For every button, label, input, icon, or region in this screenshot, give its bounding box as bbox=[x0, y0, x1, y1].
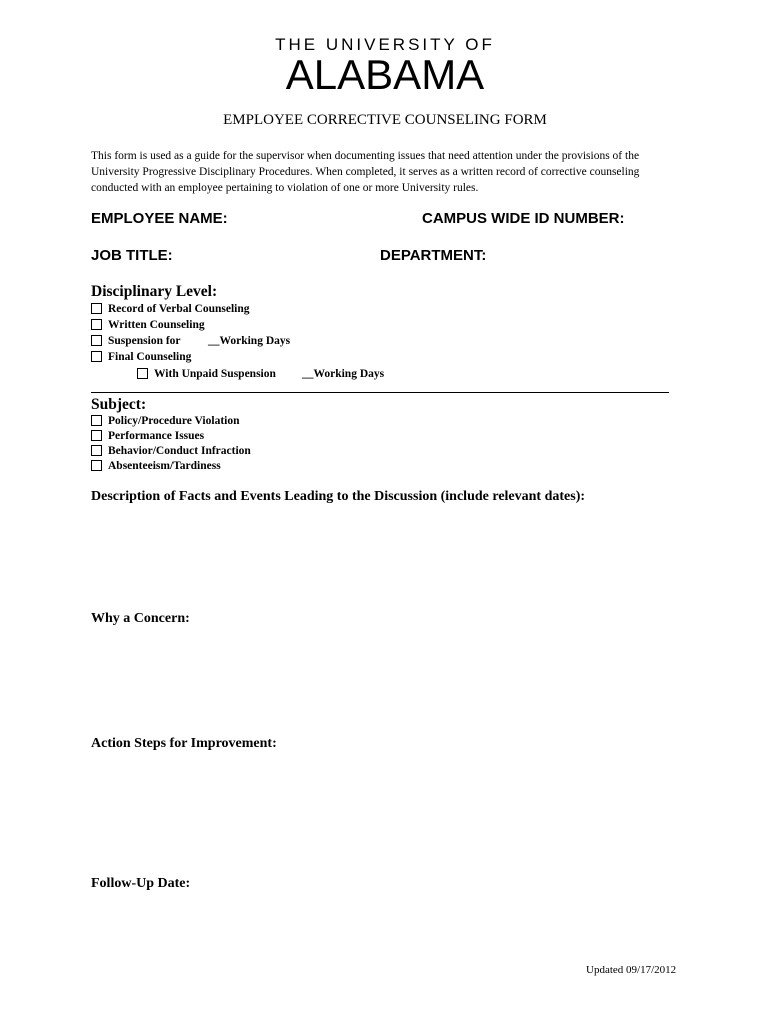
option-verbal-counseling bbox=[91, 301, 384, 316]
description-heading: Description of Facts and Events Leading to the Discussion (include relevant dates): bbox=[91, 489, 586, 504]
subject-options bbox=[91, 413, 251, 473]
verbal-counseling-label: Record of Verbal Counseling bbox=[108, 302, 250, 315]
checkbox-absenteeism[interactable] bbox=[91, 460, 102, 471]
option-written-counseling bbox=[91, 317, 384, 332]
disciplinary-level-heading: Disciplinary Level: bbox=[91, 283, 218, 300]
intro-paragraph: This form is used as a guide for the supervisor when documenting issues that need attention under the provisions of the University Progressive Disciplinary Procedures. When completed, it serves as a written record of corrective counseling conducted with an employee pertaining to violation of one or more University rules. bbox=[91, 150, 640, 194]
option-unpaid-suspension bbox=[91, 366, 384, 381]
concern-heading: Why a Concern: bbox=[91, 611, 190, 626]
checkbox-behavior-infraction[interactable] bbox=[91, 445, 102, 456]
option-final-counseling bbox=[91, 349, 384, 364]
job-title-label: JOB TITLE: bbox=[91, 247, 173, 264]
unpaid-suspension-label: With Unpaid Suspension bbox=[154, 367, 276, 380]
updated-date: Updated 09/17/2012 bbox=[586, 964, 677, 976]
department-label: DEPARTMENT: bbox=[380, 247, 487, 264]
checkbox-final-counseling[interactable] bbox=[91, 351, 102, 362]
checkbox-suspension[interactable] bbox=[91, 335, 102, 346]
suspension-label: Suspension for bbox=[108, 334, 181, 347]
option-absenteeism bbox=[91, 458, 251, 473]
option-suspension bbox=[91, 333, 384, 348]
disciplinary-options bbox=[91, 301, 384, 381]
absenteeism-label: Absenteeism/Tardiness bbox=[108, 459, 221, 472]
form-title: EMPLOYEE CORRECTIVE COUNSELING FORM bbox=[223, 112, 547, 128]
checkbox-verbal-counseling[interactable] bbox=[91, 303, 102, 314]
checkbox-policy-violation[interactable] bbox=[91, 415, 102, 426]
logo-alabama-wordmark: ALABAMA bbox=[285, 51, 485, 98]
option-performance-issues bbox=[91, 428, 251, 443]
option-behavior-infraction bbox=[91, 443, 251, 458]
behavior-infraction-label: Behavior/Conduct Infraction bbox=[108, 444, 251, 457]
logo-university-line: THE UNIVERSITY OF bbox=[275, 35, 495, 54]
subject-heading: Subject: bbox=[91, 396, 147, 413]
option-policy-violation bbox=[91, 413, 251, 428]
campus-id-label: CAMPUS WIDE ID NUMBER: bbox=[422, 210, 625, 227]
final-counseling-label: Final Counseling bbox=[108, 350, 192, 363]
section-divider bbox=[91, 392, 669, 393]
written-counseling-label: Written Counseling bbox=[108, 318, 205, 331]
employee-name-label: EMPLOYEE NAME: bbox=[91, 210, 228, 227]
checkbox-written-counseling[interactable] bbox=[91, 319, 102, 330]
unpaid-working-days: __Working Days bbox=[302, 367, 385, 380]
followup-date-heading: Follow-Up Date: bbox=[91, 876, 191, 891]
performance-issues-label: Performance Issues bbox=[108, 429, 205, 442]
checkbox-unpaid-suspension[interactable] bbox=[137, 368, 148, 379]
suspension-working-days: __Working Days bbox=[208, 334, 291, 347]
checkbox-performance-issues[interactable] bbox=[91, 430, 102, 441]
action-steps-heading: Action Steps for Improvement: bbox=[91, 736, 277, 751]
policy-violation-label: Policy/Procedure Violation bbox=[108, 414, 240, 427]
